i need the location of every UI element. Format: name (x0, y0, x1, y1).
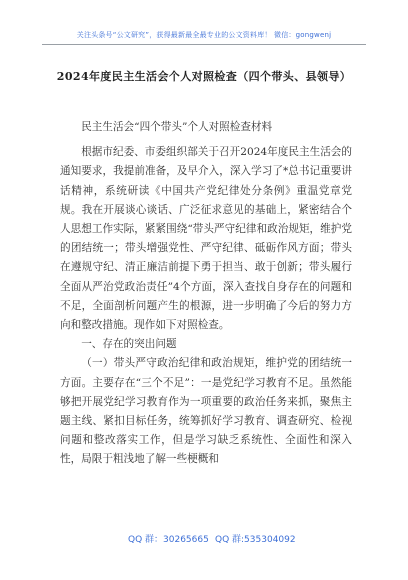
body-paragraph: （一）带头严守政治纪律和政治规矩，维护党的团结统一方面。主要存在“三个不足”：一是党纪学习教育不足。虽然能够把开展党纪学习教育作为一项重要的政治任务来抓，聚焦主题主线、紧扣目标任务，统筹抓好学习教育、调查研究、检视问题和整改落实工作，但是学习缺乏系统性、全面性和深入性，局限于粗浅地了解一些梗概和 (60, 357, 352, 466)
footer-qq-group-1: QQ 群：30265665 (128, 535, 209, 545)
footer-qq-group-2: QQ 群:535304092 (215, 535, 296, 545)
section-heading: 一、存在的突出问题 (81, 338, 177, 351)
document-subtitle: 民主生活会“四个带头”个人对照检查材料 (81, 121, 273, 133)
header-divider (42, 44, 366, 45)
document-body (60, 118, 352, 470)
header-promo-note: 关注头条号“公文研究”，获得最新最全最专业的公文资料库！ 微信：gongwenj (76, 31, 332, 39)
body-paragraph: 根据市纪委、市委组织部关于召开2024年度民主生活会的通知要求，我提前准备，及早介入，深入学习了*总书记重要讲话精神，系统研读《中国共产党纪律处分条例》重温党章党规。我在开展谈心谈话、广泛征求意见的基础上，紧密结合个人思想工作实际，紧紧围绕“带头严守纪律和政治规矩，维护党的团结统一；带头增强党性、严守纪律、砥砺作风方面；带头在遵规守纪、清正廉洁前提下勇于担当、敢于创新；带头履行全面从严治党政治责任”4个方面，深入查找自身存在的问题和不足，全面剖析问题产生的根源，进一步明确了今后的努力方向和整改措施。现作如下对照检查。 (60, 146, 352, 332)
document-title: 2024年度民主生活会个人对照检查（四个带头、县领导） (56, 70, 352, 83)
